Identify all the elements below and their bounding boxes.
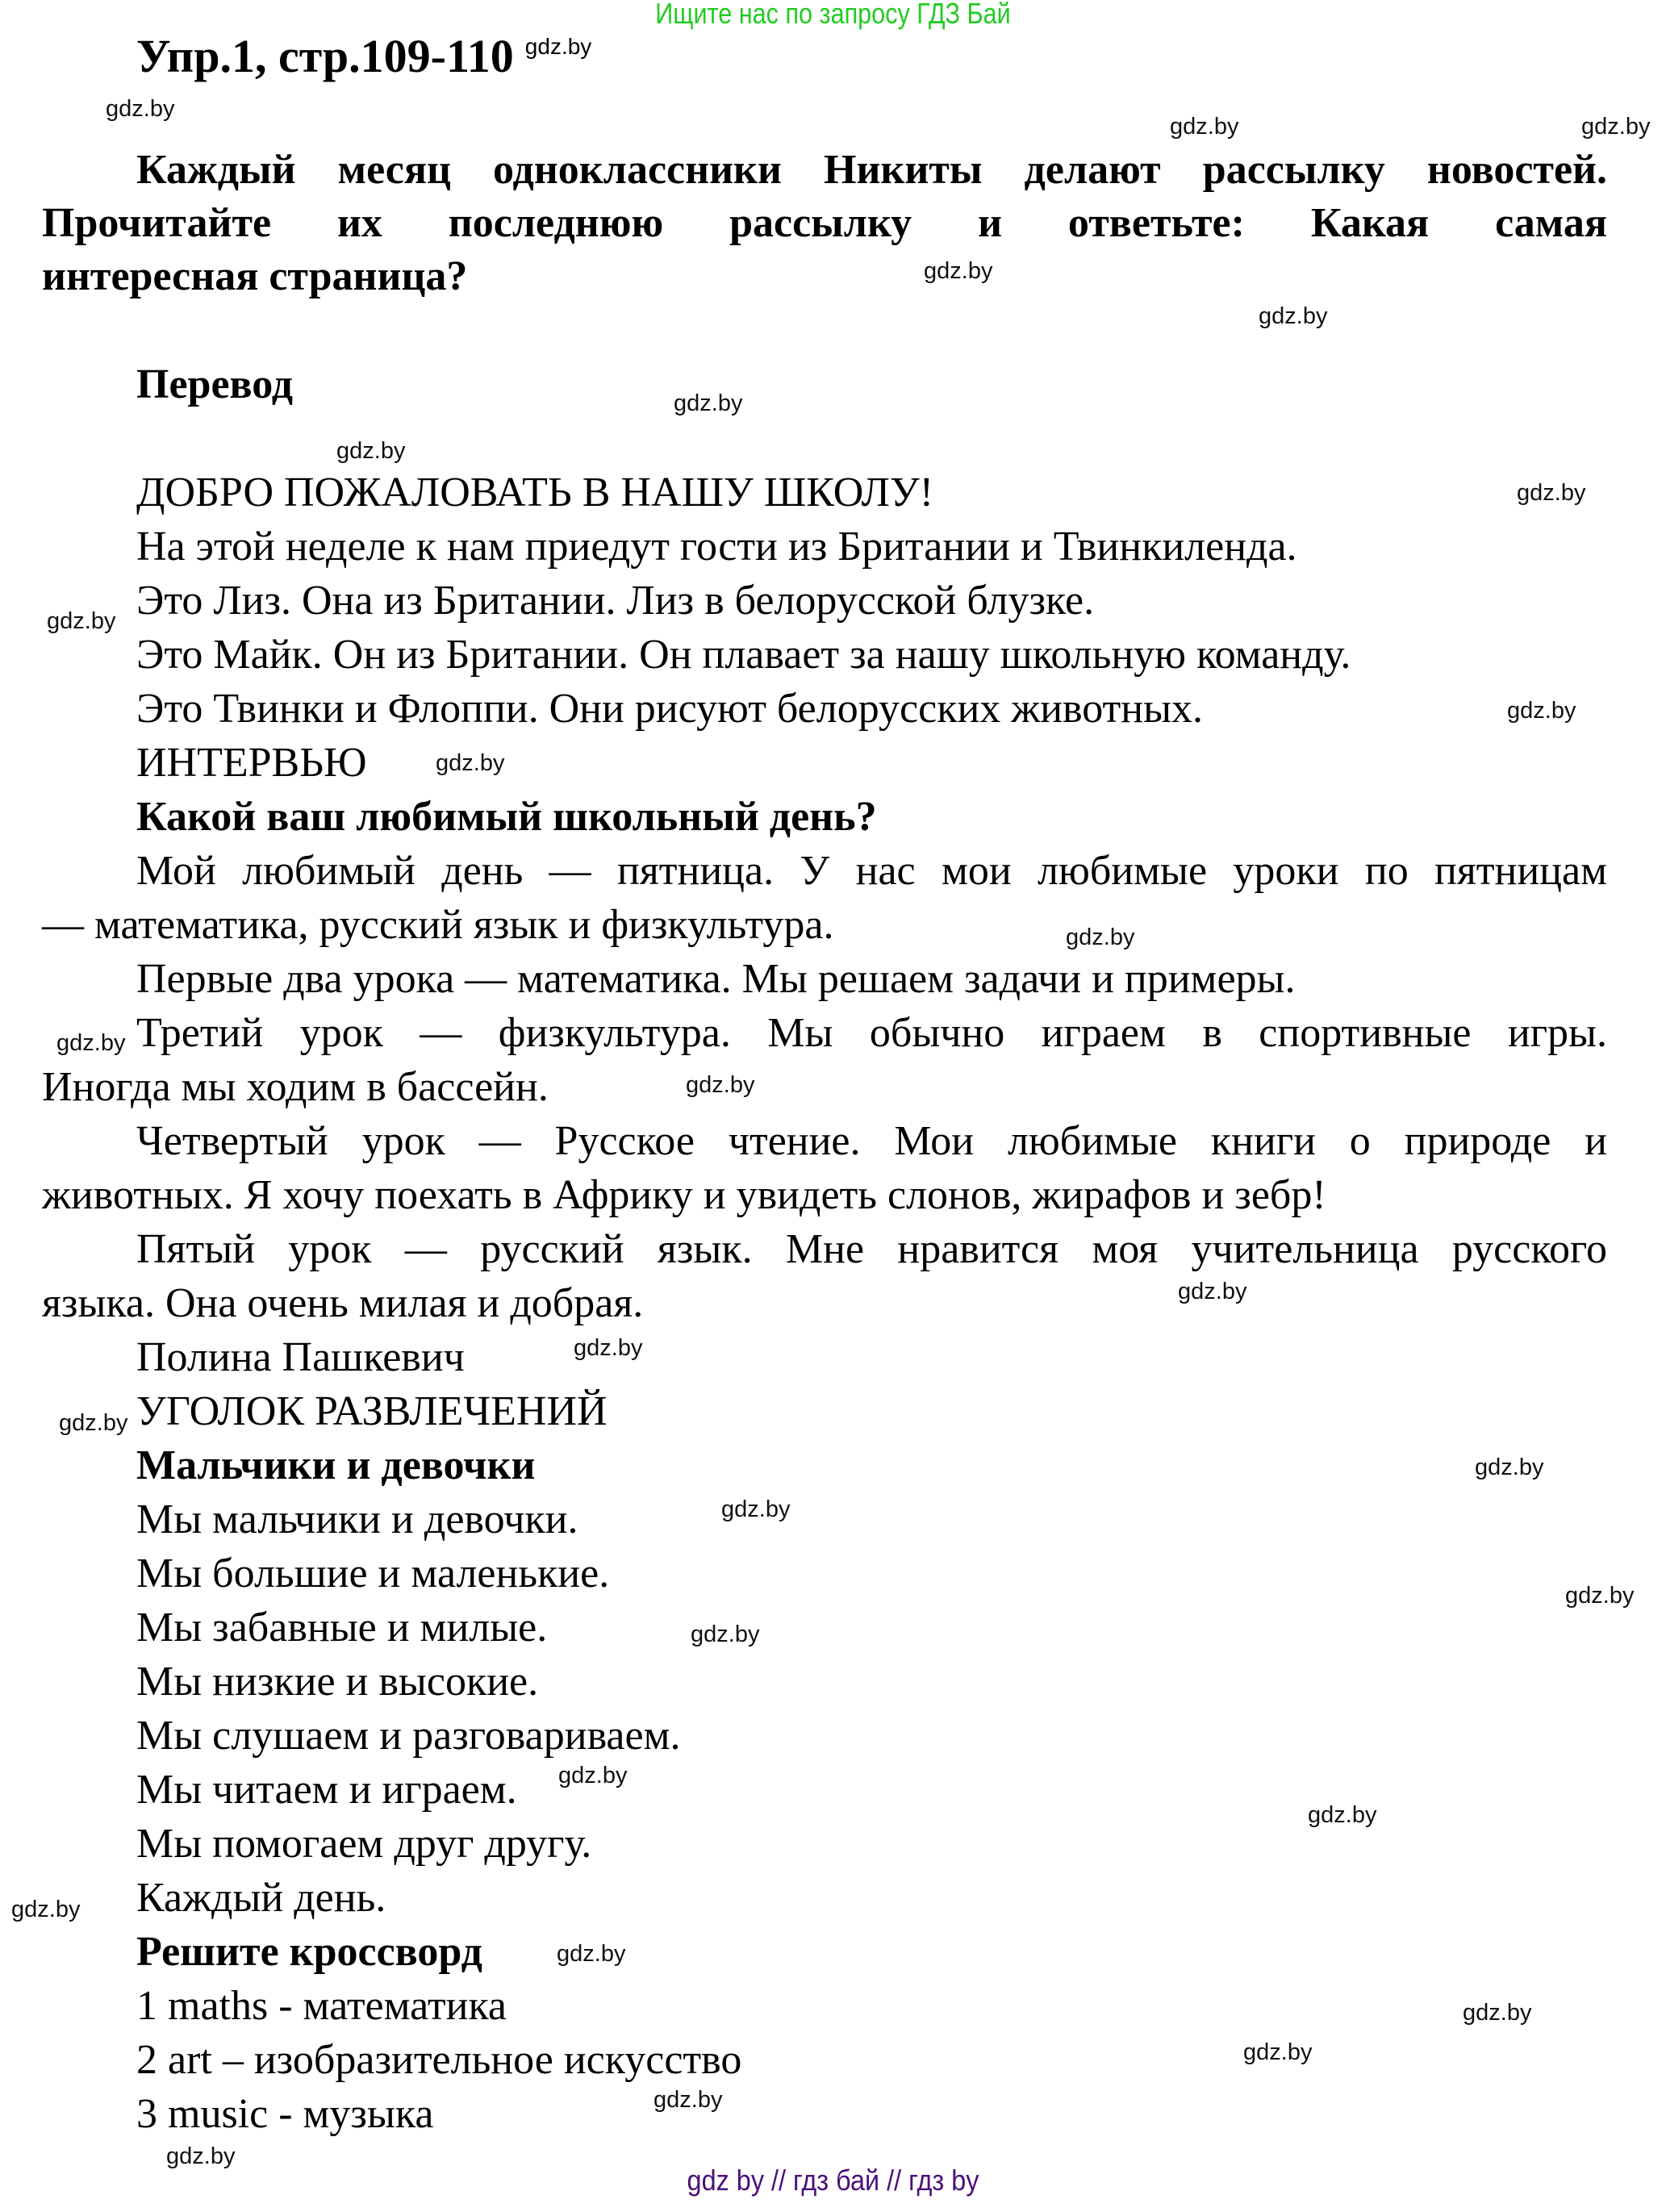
watermark: gdz.by	[47, 608, 116, 634]
task-statement	[42, 144, 1607, 303]
text-line: животных. Я хочу поехать в Африку и увидеть слонов, жирафов и зебр!	[42, 1172, 1326, 1218]
title-text: Упр.1, стр.109-110	[136, 30, 514, 82]
watermark: gdz.by	[574, 1335, 643, 1361]
text-line: Прочитайте их последнюю рассылку и ответьте: Какая самая	[42, 200, 1607, 246]
text-line: Это Твинки и Флоппи. Они рисуют белорусских животных.	[136, 686, 1204, 732]
watermark: gdz.by	[924, 258, 993, 284]
watermark: gdz.by	[653, 2087, 723, 2113]
text-line: 1 maths - математика	[136, 1983, 507, 2029]
watermark: gdz.by	[56, 1030, 126, 1056]
text-line: Это Лиз. Она из Британии. Лиз в белорусской блузке.	[136, 578, 1095, 624]
text-line: Иногда мы ходим в бассейн.	[42, 1064, 549, 1110]
text-line: Каждый день.	[136, 1875, 386, 1921]
watermark: gdz.by	[1581, 114, 1651, 140]
watermark: gdz.by	[1243, 2039, 1313, 2065]
text-line: Пятый урок — русский язык. Мне нравится моя учительница русского	[136, 1226, 1607, 1272]
text-line: Мы мальчики и девочки.	[136, 1496, 578, 1542]
text-line: Решите кроссворд	[136, 1929, 482, 1975]
watermark: gdz.by	[674, 390, 743, 416]
text-line: ДОБРО ПОЖАЛОВАТЬ В НАШУ ШКОЛУ!	[136, 470, 934, 515]
text-line: На этой неделе к нам приедут гости из Британии и Твинкиленда.	[136, 524, 1297, 570]
text-line: Первые два урока — математика. Мы решаем задачи и примеры.	[136, 956, 1296, 1002]
text-line: Мы забавные и милые.	[136, 1605, 548, 1651]
text-line: языка. Она очень милая и добрая.	[42, 1280, 644, 1326]
watermark: gdz.by	[106, 96, 175, 122]
watermark: gdz.by	[1170, 114, 1239, 140]
text-line: — математика, русский язык и физкультура.	[42, 902, 834, 948]
text-line: 3 music - музыка	[136, 2091, 434, 2137]
watermark: gdz.by	[524, 34, 592, 59]
watermark: gdz.by	[1178, 1279, 1247, 1304]
watermark: gdz.by	[1475, 1454, 1544, 1480]
watermark: gdz.by	[686, 1072, 755, 1098]
watermark: gdz.by	[1066, 924, 1135, 950]
text-line: 2 art – изобразительное искусство	[136, 2037, 742, 2083]
watermark: gdz.by	[1308, 1802, 1377, 1828]
text-line: Мы читаем и играем.	[136, 1767, 517, 1813]
watermark: gdz.by	[558, 1763, 628, 1788]
watermark: gdz.by	[1463, 2000, 1532, 2026]
text-line: Полина Пашкевич	[136, 1334, 465, 1380]
translation-heading: Перевод	[136, 361, 294, 407]
text-line: Мой любимый день — пятница. У нас мои любимые уроки по пятницам	[136, 848, 1607, 894]
watermark: gdz.by	[1507, 698, 1576, 724]
text-line: УГОЛОК РАЗВЛЕЧЕНИЙ	[136, 1388, 608, 1434]
text-line: Мальчики и девочки	[136, 1442, 536, 1488]
text-line: Это Майк. Он из Британии. Он плавает за нашу школьную команду.	[136, 632, 1351, 678]
text-line: ИНТЕРВЬЮ	[136, 740, 367, 786]
watermark: gdz.by	[166, 2143, 236, 2169]
watermark: gdz.by	[557, 1941, 626, 1967]
page-title	[136, 29, 591, 83]
text-line: Какой ваш любимый школьный день?	[136, 794, 877, 840]
watermark: gdz.by	[691, 1621, 760, 1647]
text-line: Мы слушаем и разговариваем.	[136, 1713, 681, 1759]
footer: gdz by // гдз бай // гдз by	[687, 2164, 979, 2197]
text-line: Третий урок — физкультура. Мы обычно играем в спортивные игры.	[136, 1010, 1607, 1056]
watermark: gdz.by	[11, 1897, 81, 1922]
text-line: Четвертый урок — Русское чтение. Мои любимые книги о природе и	[136, 1118, 1607, 1164]
watermark: gdz.by	[1565, 1583, 1635, 1609]
watermark: gdz.by	[1517, 480, 1586, 506]
watermark: gdz.by	[336, 438, 406, 464]
top-banner: Ищите нас по запросу ГДЗ Бай	[655, 0, 1011, 30]
text-line: Мы низкие и высокие.	[136, 1659, 539, 1705]
watermark: gdz.by	[59, 1410, 128, 1436]
text-line: Мы большие и маленькие.	[136, 1550, 610, 1596]
text-line: интересная страница?	[42, 253, 468, 299]
text-line: Каждый месяц одноклассники Никиты делают рассылку новостей.	[136, 147, 1607, 193]
translation-text	[42, 465, 1607, 2141]
watermark: gdz.by	[436, 750, 505, 776]
watermark: gdz.by	[721, 1496, 791, 1522]
watermark: gdz.by	[1259, 303, 1328, 329]
translation-heading-block	[42, 357, 1607, 411]
text-line: Мы помогаем друг другу.	[136, 1821, 592, 1867]
